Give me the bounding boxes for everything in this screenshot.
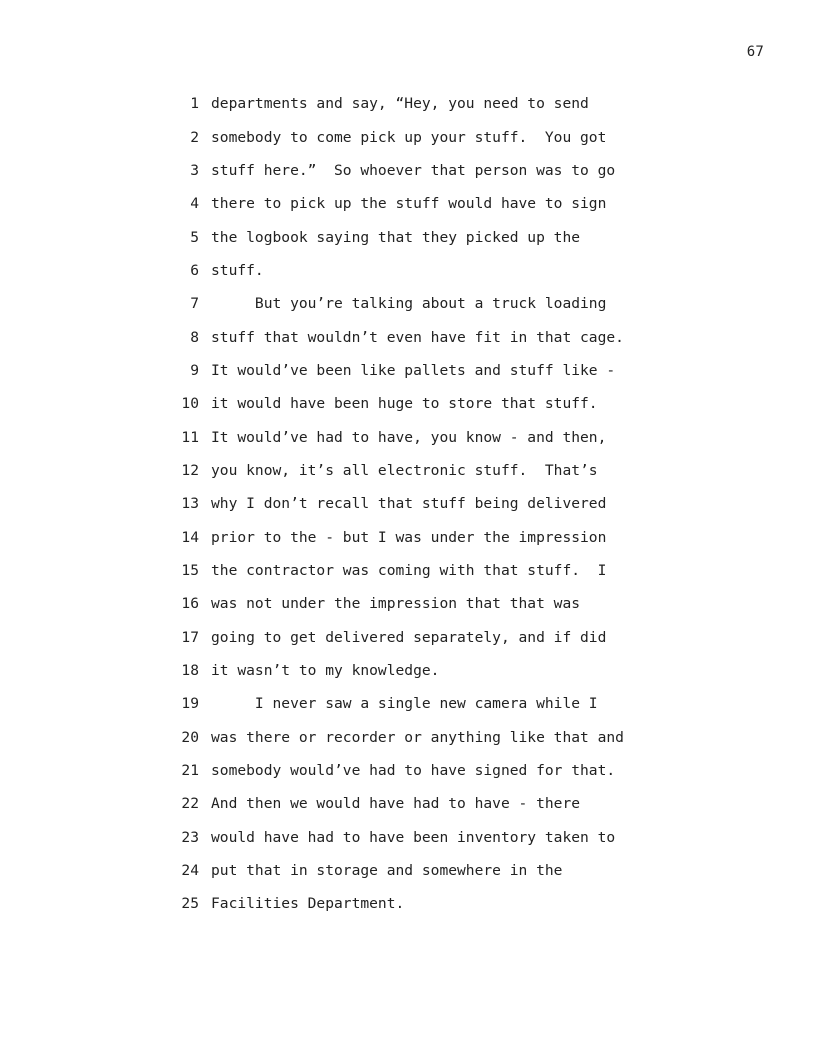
line-number: 17 [181, 628, 199, 646]
transcript-line [170, 520, 790, 553]
transcript-line [170, 220, 790, 253]
line-text: But you’re talking about a truck loading [211, 295, 607, 313]
line-number: 11 [181, 428, 199, 446]
transcript-line [170, 187, 790, 220]
transcript-line [170, 787, 790, 820]
line-text: And then we would have had to have - there [211, 795, 581, 813]
line-text: it wasn’t to my knowledge. [211, 662, 440, 680]
line-number: 23 [181, 828, 199, 846]
line-text: departments and say, “Hey, you need to send [211, 95, 589, 113]
page-number: 67 [746, 44, 764, 60]
line-number: 4 [190, 195, 199, 213]
transcript-line [170, 554, 790, 587]
transcript-line [170, 287, 790, 320]
line-text: prior to the - but I was under the impression [211, 528, 607, 546]
line-number: 19 [181, 695, 199, 713]
transcript-line [170, 254, 790, 287]
line-number: 21 [181, 762, 199, 780]
line-number: 2 [190, 128, 199, 146]
transcript-line [170, 354, 790, 387]
line-text: was not under the impression that that was [211, 595, 581, 613]
line-text: was there or recorder or anything like that and [211, 728, 624, 746]
line-number: 24 [181, 862, 199, 880]
line-number: 25 [181, 895, 199, 913]
transcript-line [170, 87, 790, 120]
line-text: you know, it’s all electronic stuff. That’s [211, 461, 598, 479]
line-text: put that in storage and somewhere in the [211, 862, 563, 880]
line-number: 20 [181, 728, 199, 746]
line-text: would have had to have been inventory taken to [211, 828, 616, 846]
line-text: somebody to come pick up your stuff. You got [211, 128, 607, 146]
transcript-line [170, 621, 790, 654]
line-text: It would’ve been like pallets and stuff like - [211, 361, 616, 379]
transcript-line [170, 487, 790, 520]
line-number: 7 [190, 295, 199, 313]
line-text: why I don’t recall that stuff being delivered [211, 495, 607, 513]
line-number: 14 [181, 528, 199, 546]
line-text: going to get delivered separately, and if did [211, 628, 607, 646]
transcript-body [170, 87, 790, 921]
line-number: 10 [181, 395, 199, 413]
line-text: stuff that wouldn’t even have fit in that cage. [211, 328, 624, 346]
transcript-line [170, 754, 790, 787]
line-text: stuff. [211, 261, 264, 279]
line-text: there to pick up the stuff would have to sign [211, 195, 607, 213]
line-number: 13 [181, 495, 199, 513]
transcript-line [170, 687, 790, 720]
line-number: 22 [181, 795, 199, 813]
transcript-line [170, 721, 790, 754]
line-text: I never saw a single new camera while I [211, 695, 598, 713]
transcript-line [170, 454, 790, 487]
line-number: 15 [181, 561, 199, 579]
transcript-line [170, 420, 790, 453]
line-number: 16 [181, 595, 199, 613]
transcript-line [170, 154, 790, 187]
line-text: It would’ve had to have, you know - and then, [211, 428, 607, 446]
line-number: 8 [190, 328, 199, 346]
transcript-line [170, 854, 790, 887]
line-number: 5 [190, 228, 199, 246]
transcript-line [170, 654, 790, 687]
transcript-line [170, 387, 790, 420]
line-number: 12 [181, 461, 199, 479]
transcript-line [170, 120, 790, 153]
line-number: 1 [190, 95, 199, 113]
transcript-line [170, 320, 790, 353]
line-number: 18 [181, 662, 199, 680]
line-text: it would have been huge to store that stuff. [211, 395, 598, 413]
transcript-line [170, 587, 790, 620]
transcript-line [170, 821, 790, 854]
line-number: 3 [190, 161, 199, 179]
line-text: the contractor was coming with that stuff. I [211, 561, 607, 579]
line-number: 9 [190, 361, 199, 379]
line-number: 6 [190, 261, 199, 279]
line-text: the logbook saying that they picked up the [211, 228, 581, 246]
line-text: somebody would’ve had to have signed for that. [211, 762, 616, 780]
line-text: stuff here.” So whoever that person was to go [211, 161, 616, 179]
transcript-line [170, 887, 790, 920]
line-text: Facilities Department. [211, 895, 405, 913]
